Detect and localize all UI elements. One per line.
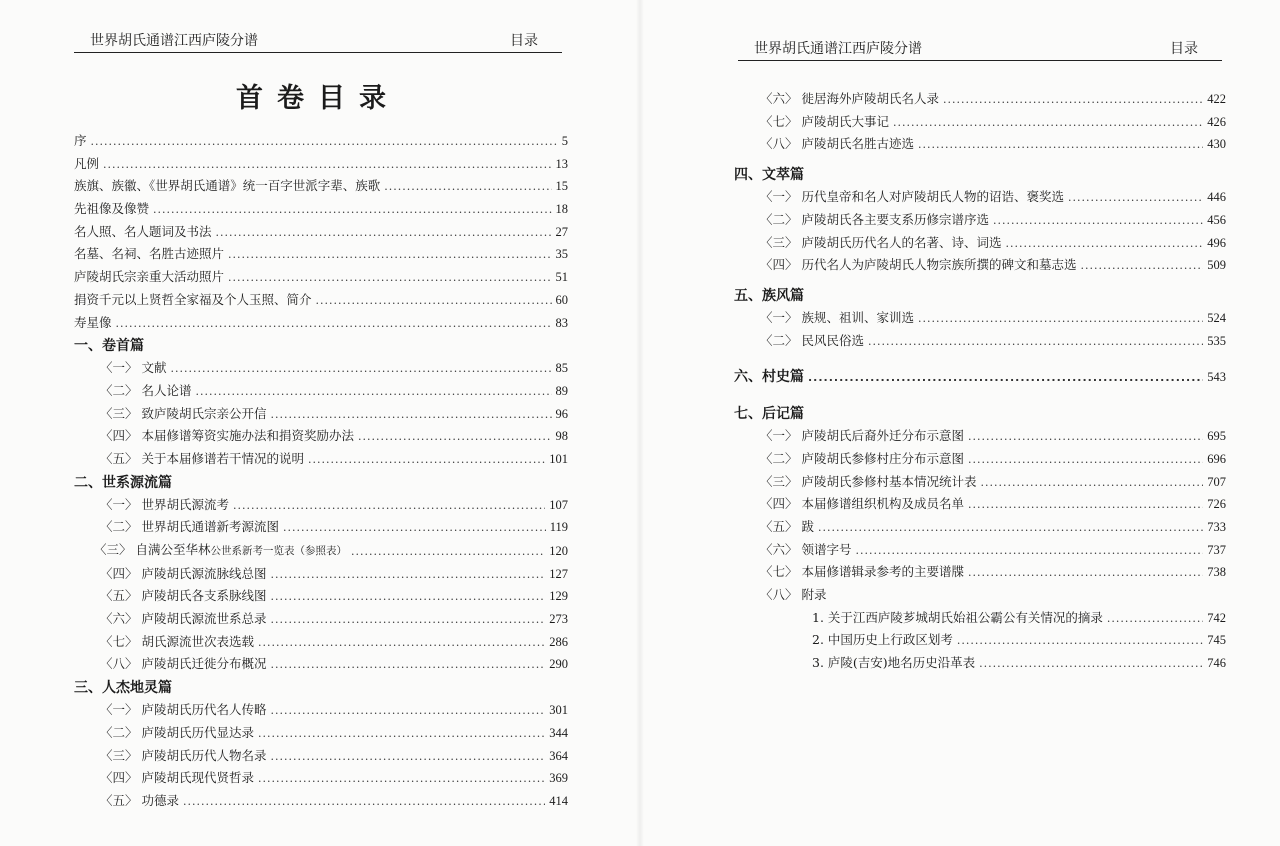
toc-entry[interactable]: 〈三〉 庐陵胡氏历代人物名录 ..... 364 bbox=[74, 749, 568, 763]
toc-entry[interactable]: 3. 庐陵(吉安)地名历史沿革表 ..... 746 bbox=[734, 656, 1226, 670]
toc-entry[interactable]: 〈三〉 致庐陵胡氏宗亲公开信 ..... 96 bbox=[74, 407, 568, 421]
toc-entry[interactable]: 〈二〉 世界胡氏通谱新考源流图 ..... 119 bbox=[74, 520, 568, 534]
toc-entry[interactable]: 〈四〉 庐陵胡氏源流脉线总图 ..... 127 bbox=[74, 567, 568, 581]
toc-entry[interactable]: 寿星像 ..... 83 bbox=[74, 316, 568, 330]
toc-entry[interactable]: 捐资千元以上贤哲全家福及个人玉照、简介 ..... 60 bbox=[74, 293, 568, 307]
section-heading[interactable]: 三、人杰地灵篇 bbox=[74, 680, 172, 697]
section-heading[interactable]: 五、族风篇 bbox=[734, 288, 804, 305]
toc-entry[interactable]: 〈一〉 世界胡氏源流考 ..... 107 bbox=[74, 498, 568, 512]
toc-entry[interactable]: 〈一〉 历代皇帝和名人对庐陵胡氏人物的诏诰、褒奖选 ..... 446 bbox=[734, 190, 1226, 204]
toc-entry[interactable]: 2. 中国历史上行政区划考 ..... 745 bbox=[734, 633, 1226, 647]
toc-entry[interactable]: 庐陵胡氏宗亲重大活动照片 ..... 51 bbox=[74, 270, 568, 284]
section-heading-village[interactable]: 六、村史篇 ..... 543 bbox=[734, 370, 1226, 384]
toc-entry[interactable]: 名墓、名祠、名胜古迹照片 ..... 35 bbox=[74, 247, 568, 261]
toc-entry[interactable]: 凡例 ..... 13 bbox=[74, 157, 568, 171]
toc-entry[interactable]: 〈二〉 庐陵胡氏历代显达录 ..... 344 bbox=[74, 726, 568, 740]
running-head-title: 世界胡氏通谱江西庐陵分谱 bbox=[90, 33, 258, 49]
toc-entry[interactable]: 〈四〉 本届修谱筹资实施办法和捐资奖励办法 ..... 98 bbox=[74, 429, 568, 443]
toc-entry[interactable]: 名人照、名人题词及书法 ..... 27 bbox=[74, 225, 568, 239]
toc-entry[interactable]: 〈六〉 庐陵胡氏源流世系总录 ..... 273 bbox=[74, 612, 568, 626]
section-heading[interactable]: 四、文萃篇 bbox=[734, 167, 804, 184]
toc-entry[interactable]: 先祖像及像赞 ..... 18 bbox=[74, 202, 568, 216]
running-head bbox=[738, 40, 1222, 61]
toc-entry[interactable]: 1. 关于江西庐陵芗城胡氏始祖公霸公有关情况的摘录 ..... 742 bbox=[734, 611, 1226, 625]
toc-entry[interactable]: 〈二〉 庐陵胡氏参修村庄分布示意图 ..... 696 bbox=[734, 452, 1226, 466]
toc-entry[interactable]: 〈七〉 庐陵胡氏大事记 ..... 426 bbox=[734, 115, 1226, 129]
toc-entry[interactable]: 族旗、族徽、《世界胡氏通谱》统一百字世派字辈、族歌 ..... 15 bbox=[74, 179, 568, 193]
toc-entry[interactable]: 〈一〉 族规、祖训、家训选 ..... 524 bbox=[734, 311, 1226, 325]
toc-entry[interactable]: 〈八〉 庐陵胡氏迁徙分布概况 ..... 290 bbox=[74, 657, 568, 671]
section-heading[interactable]: 七、后记篇 bbox=[734, 406, 804, 423]
appendix-heading[interactable]: 〈八〉 附录 bbox=[760, 586, 827, 602]
toc-entry[interactable]: 〈一〉 庐陵胡氏历代名人传略 ..... 301 bbox=[74, 703, 568, 717]
toc-entry[interactable]: 〈四〉 历代名人为庐陵胡氏人物宗族所撰的碑文和墓志选 ..... 509 bbox=[734, 258, 1226, 272]
toc-entry[interactable]: 〈二〉 名人论谱 ..... 89 bbox=[74, 384, 568, 398]
toc-entry[interactable]: 〈五〉 关于本届修谱若干情况的说明 ..... 101 bbox=[74, 452, 568, 466]
toc-entry[interactable]: 〈五〉 庐陵胡氏各支系脉线图 ..... 129 bbox=[74, 589, 568, 603]
toc-entry[interactable]: 〈三〉 庐陵胡氏历代名人的名著、诗、词选 ..... 496 bbox=[734, 236, 1226, 250]
toc-entry[interactable]: 〈一〉 文献 ..... 85 bbox=[74, 361, 568, 375]
toc-entry[interactable]: 〈一〉 庐陵胡氏后裔外迁分布示意图 ..... 695 bbox=[734, 429, 1226, 443]
toc-entry[interactable]: 〈六〉 领谱字号 ..... 737 bbox=[734, 543, 1226, 557]
toc-entry[interactable]: 〈五〉 跋 ..... 733 bbox=[734, 520, 1226, 534]
running-head bbox=[74, 32, 562, 53]
running-head-section: 目录 bbox=[510, 33, 538, 49]
toc-right bbox=[734, 92, 1226, 679]
toc-entry[interactable]: 〈四〉 庐陵胡氏现代贤哲录 ..... 369 bbox=[74, 771, 568, 785]
toc-entry[interactable]: 〈四〉 本届修谱组织机构及成员名单 ..... 726 bbox=[734, 497, 1226, 511]
toc-entry[interactable]: 〈六〉 徙居海外庐陵胡氏名人录 ..... 422 bbox=[734, 92, 1226, 106]
section-heading[interactable]: 一、卷首篇 bbox=[74, 338, 144, 355]
page-title: 首卷目录 bbox=[236, 83, 400, 114]
toc-entry[interactable]: 〈五〉 功德录 ..... 414 bbox=[74, 794, 568, 808]
right-page bbox=[640, 0, 1280, 846]
toc-entry[interactable]: 序 ..... 5 bbox=[74, 134, 568, 148]
toc-entry[interactable]: 〈二〉 民风民俗选 ..... 535 bbox=[734, 334, 1226, 348]
running-head-section: 目录 bbox=[1170, 41, 1198, 57]
toc-entry[interactable]: 〈七〉 胡氏源流世次表选载 ..... 286 bbox=[74, 635, 568, 649]
toc-left bbox=[74, 134, 568, 817]
toc-entry[interactable]: 〈三〉 庐陵胡氏参修村基本情况统计表 ..... 707 bbox=[734, 475, 1226, 489]
section-heading[interactable]: 二、世系源流篇 bbox=[74, 474, 172, 491]
toc-entry[interactable]: 〈二〉 庐陵胡氏各主要支系历修宗谱序选 ..... 456 bbox=[734, 213, 1226, 227]
toc-entry[interactable]: 〈八〉 庐陵胡氏名胜古迹选 ..... 430 bbox=[734, 137, 1226, 151]
running-head-title: 世界胡氏通谱江西庐陵分谱 bbox=[754, 41, 922, 57]
toc-entry[interactable]: 〈三〉 自满公至华林公世系新考一览表（参照表） ..... 120 bbox=[74, 543, 568, 558]
toc-entry[interactable]: 〈七〉 本届修谱辑录参考的主要谱牒 ..... 738 bbox=[734, 565, 1226, 579]
